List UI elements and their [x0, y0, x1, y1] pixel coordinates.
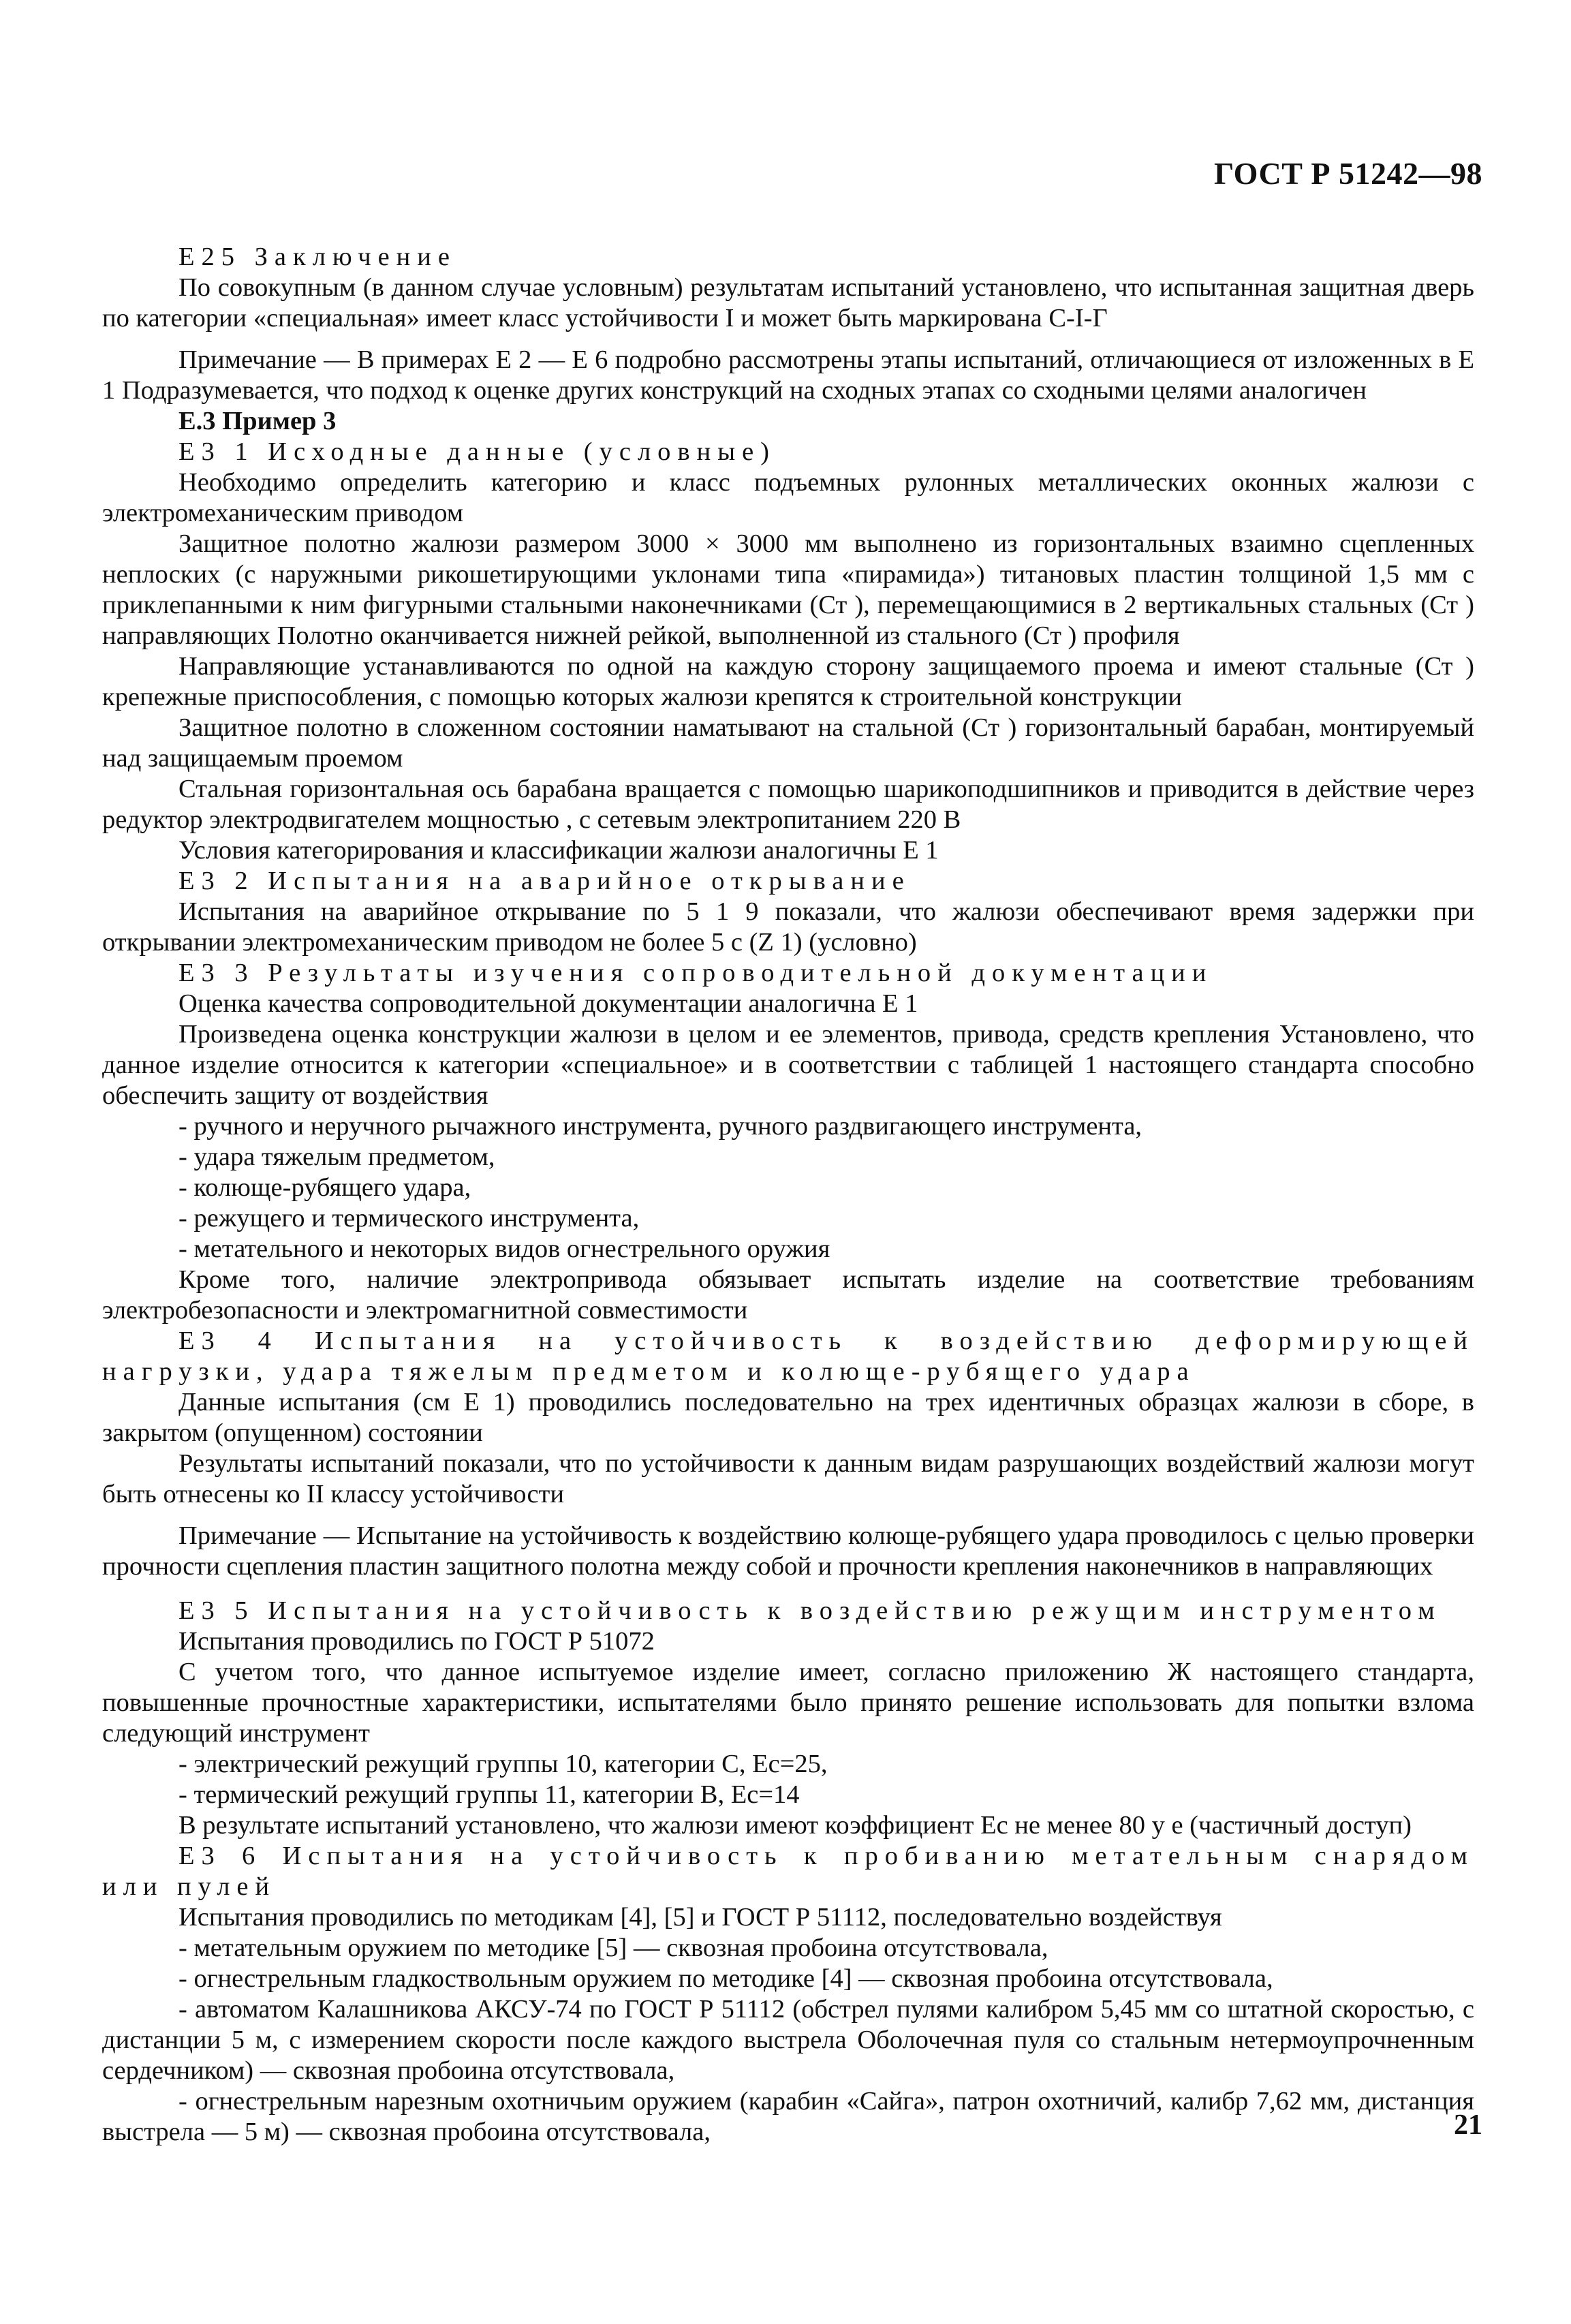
paragraph: Испытания на аварийное открывание по 5 1 9 показали, что жалюзи обеспечивают время задержки при открывании электромеханическим приводом не более 5 с (Z 1) (условно): [102, 897, 1474, 957]
paragraph: Произведена оценка конструкции жалюзи в целом и ее элементов, привода, средств крепления Установлено, что данное изделие относится к категории «специальное» и в соответствии с таблицей 1 настоящего стандарта способно обеспечить защиту от воздействия: [102, 1020, 1474, 1110]
paragraph: Испытания проводились по ГОСТ Р 51072: [178, 1627, 655, 1656]
example-heading: Е.3 Пример 3: [178, 407, 337, 435]
paragraph: Стальная горизонтальная ось барабана вращается с помощью шарикоподшипников и приводится в действие через редуктор электродвигателем мощностью , с сетевым электропитанием 220 В: [102, 775, 1474, 834]
list-item: - огнестрельным гладкоствольным оружием по методике [4] — сквозная пробоина отсутствовала,: [178, 1964, 1273, 1993]
section-heading: Е3 6 Испытания на устойчивость к пробиванию метательным снарядом или пулей: [102, 1842, 1474, 1901]
note: Примечание — В примерах Е 2 — Е 6 подробно рассмотрены этапы испытаний, отличающиеся от изложенных в Е 1 Подразумевается, что подход к оценке других конструкций на сходных этапах со сходными целями аналогичен: [102, 345, 1474, 405]
note: Примечание — Испытание на устойчивость к воздействию колюще-рубящего удара проводилось с целью проверки прочности сцепления пластин защитного полотна между собой и прочности крепления наконечников в направляющих: [102, 1521, 1474, 1581]
section-heading: Е3 2 Испытания на аварийное открывание: [178, 867, 911, 895]
paragraph: Условия категорирования и классификации жалюзи аналогичны Е 1: [178, 836, 939, 865]
list-item: - автоматом Калашникова АКСУ-74 по ГОСТ Р 51112 (обстрел пулями калибром 5,45 мм со штатной скоростью, с дистанции 5 м, с измерением скорости после каждого выстрела Оболочечная пуля со стальным нетермоупрочненным сердечником) — сквозная пробоина отсутствовала,: [102, 1995, 1474, 2085]
list-item: - метательным оружием по методике [5] — сквозная пробоина отсутствовала,: [178, 1934, 1048, 1962]
section-heading: Е25 Заключение: [178, 243, 456, 271]
list-item: - колюще-рубящего удара,: [178, 1173, 471, 1202]
paragraph: Защитное полотно жалюзи размером 3000 × 3000 мм выполнено из горизонтальных взаимно сцепленных неплоских (с наружными рикошетирующими уклонами типа «пирамида») титановых пластин толщиной 1,5 мм с приклепанными к ним фигурными стальными наконечниками (Ст ), перемещающимися в 2 вертикальных стальных (Ст ) направляющих Полотно оканчивается нижней рейкой, выполненной из стального (Ст ) профиля: [102, 529, 1474, 650]
paragraph: Данные испытания (см Е 1) проводились последовательно на трех идентичных образцах жалюзи в сборе, в закрытом (опущенном) состоянии: [102, 1388, 1474, 1447]
paragraph: Результаты испытаний показали, что по устойчивости к данным видам разрушающих воздействий жалюзи могут быть отнесены ко II классу устойчивости: [102, 1449, 1474, 1508]
list-item: - электрический режущий группы 10, категории С, Еc=25,: [178, 1750, 828, 1778]
paragraph: Защитное полотно в сложенном состоянии наматывают на стальной (Ст ) горизонтальный барабан, монтируемый над защищаемым проемом: [102, 713, 1474, 773]
list-item: - удара тяжелым предметом,: [178, 1143, 495, 1171]
list-item: - термический режущий группы 11, категории В, Еc=14: [178, 1780, 800, 1809]
list-item: - режущего и термического инструмента,: [178, 1204, 640, 1233]
paragraph: Кроме того, наличие электропривода обязывает испытать изделие на соответствие требованиям электробезопасности и электромагнитной совместимости: [102, 1265, 1474, 1324]
page-number: 21: [1454, 2109, 1482, 2141]
document-header: ГОСТ Р 51242—98: [1214, 156, 1482, 191]
paragraph: Необходимо определить категорию и класс подъемных рулонных металлических оконных жалюзи с электромеханическим приводом: [102, 468, 1474, 527]
paragraph: Испытания проводились по методикам [4], [5] и ГОСТ Р 51112, последовательно воздействуя: [178, 1903, 1222, 1932]
section-heading: Е3 5 Испытания на устойчивость к воздействию режущим инструментом: [178, 1596, 1442, 1625]
section-heading: Е3 4 Испытания на устойчивость к воздействию деформирующей нагрузки, удара тяжелым предметом и колюще-рубящего удара: [102, 1327, 1474, 1386]
paragraph: В результате испытаний установлено, что жалюзи имеют коэффициент Еc не менее 80 у е (частичный доступ): [178, 1811, 1412, 1840]
paragraph: Оценка качества сопроводительной документации аналогична Е 1: [178, 989, 918, 1018]
paragraph: По совокупным (в данном случае условным) результатам испытаний установлено, что испытанная защитная дверь по категории «специальная» имеет класс устойчивости I и может быть маркирована С-I-Г: [102, 273, 1474, 332]
list-item: - огнестрельным нарезным охотничьим оружием (карабин «Сайга», патрон охотничий, калибр 7,62 мм, дистанция выстрела — 5 м) — сквозная пробоина отсутствовала,: [102, 2087, 1474, 2146]
list-item: - ручного и неручного рычажного инструмента, ручного раздвигающего инструмента,: [178, 1112, 1142, 1141]
list-item: - метательного и некоторых видов огнестрельного оружия: [178, 1235, 830, 1263]
page-body: [102, 242, 1474, 2148]
paragraph: С учетом того, что данное испытуемое изделие имеет, согласно приложению Ж настоящего стандарта, повышенные прочностные характеристики, испытателями было принято решение использовать для попытки взлома следующий инструмент: [102, 1658, 1474, 1748]
section-heading: Е3 1 Исходные данные (условные): [178, 437, 776, 466]
paragraph: Направляющие устанавливаются по одной на каждую сторону защищаемого проема и имеют стальные (Ст ) крепежные приспособления, с помощью которых жалюзи крепятся к строительной конструкции: [102, 652, 1474, 711]
section-heading: Е3 3 Результаты изучения сопроводительной документации: [178, 959, 1213, 987]
